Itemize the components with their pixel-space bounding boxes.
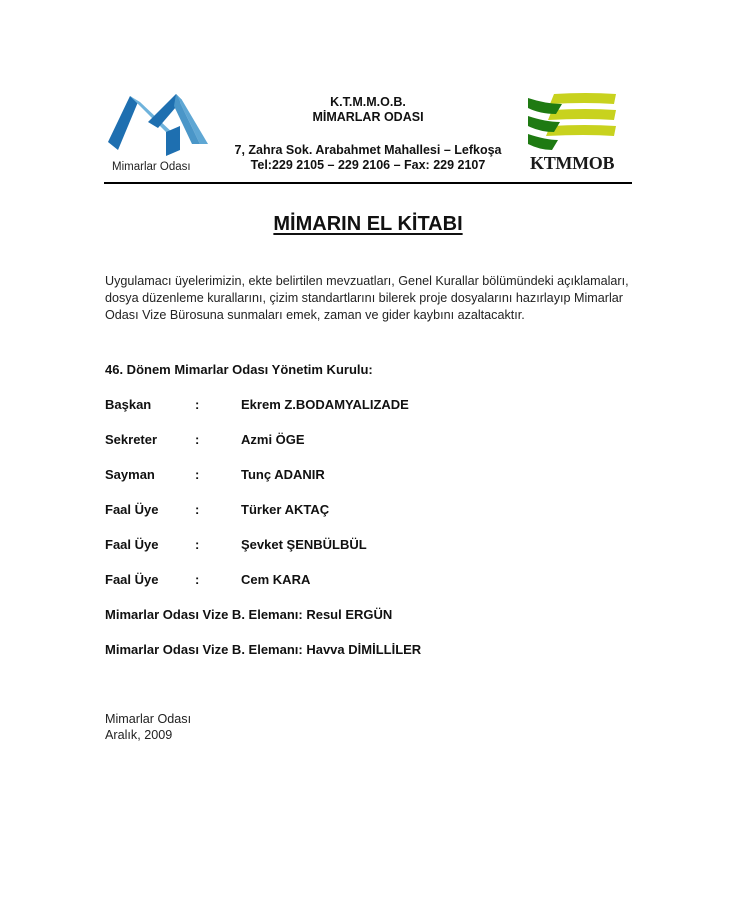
org-contact: Tel:229 2105 – 229 2106 – Fax: 229 2107 bbox=[250, 158, 486, 172]
left-logo-caption: Mimarlar Odası bbox=[112, 161, 191, 173]
member-name: Şevket ŞENBÜLBÜL bbox=[241, 537, 367, 552]
member-name: Cem KARA bbox=[241, 572, 311, 587]
member-name: Türker AKTAÇ bbox=[241, 502, 330, 517]
member-separator: : bbox=[195, 537, 200, 552]
mimarlar-odasi-logo-icon bbox=[108, 92, 214, 158]
document-title bbox=[0, 213, 736, 236]
member-name: Tunç ADANIR bbox=[241, 467, 325, 482]
intro-paragraph: Uygulamacı üyelerimizin, ekte belirtilen mevzuatları, Genel Kurallar bölümündeki açıklamaları, dosya düzenleme kurallarını, çizim standartlarını bilerek proje dosyalarını hazırlayıp Mimarlar Odası Vize Bürosuna sunmaları emek, zaman ve gider kaybını azaltacaktır. bbox=[105, 274, 629, 322]
header-divider bbox=[104, 182, 632, 184]
member-name: Azmi ÖGE bbox=[241, 432, 305, 447]
member-separator: : bbox=[195, 432, 200, 447]
signature-date: Aralık, 2009 bbox=[105, 728, 173, 742]
org-address: 7, Zahra Sok. Arabahmet Mahallesi – Lefkoşa bbox=[234, 143, 502, 157]
member-role: Başkan bbox=[105, 397, 152, 412]
member-separator: : bbox=[195, 502, 200, 517]
signature-block bbox=[105, 711, 191, 743]
letterhead bbox=[218, 95, 518, 173]
mimarlar-odasi-logo bbox=[106, 92, 216, 182]
board-heading: 46. Dönem Mimarlar Odası Yönetim Kurulu: bbox=[105, 362, 373, 377]
member-role: Faal Üye bbox=[105, 537, 159, 552]
org-abbreviation: K.T.M.M.O.B. bbox=[330, 95, 406, 109]
member-separator: : bbox=[195, 572, 200, 587]
member-name: Ekrem Z.BODAMYALIZADE bbox=[241, 397, 409, 412]
staff-row: Mimarlar Odası Vize B. Elemanı: Resul ERGÜN bbox=[105, 607, 393, 622]
right-logo-caption: KTMMOB bbox=[530, 153, 615, 173]
staff-row: Mimarlar Odası Vize B. Elemanı: Havva DİMİLLİLER bbox=[105, 642, 422, 657]
member-role: Faal Üye bbox=[105, 572, 159, 587]
member-separator: : bbox=[195, 467, 200, 482]
document-title-text: MİMARIN EL KİTABI bbox=[273, 213, 463, 235]
member-role: Sayman bbox=[105, 467, 155, 482]
member-separator: : bbox=[195, 397, 200, 412]
member-role: Sekreter bbox=[105, 432, 158, 447]
ktmmob-logo-icon bbox=[526, 92, 626, 152]
signature-org: Mimarlar Odası bbox=[105, 712, 192, 726]
member-role: Faal Üye bbox=[105, 502, 159, 517]
ktmmob-logo bbox=[526, 92, 626, 180]
org-name: MİMARLAR ODASI bbox=[312, 110, 424, 124]
